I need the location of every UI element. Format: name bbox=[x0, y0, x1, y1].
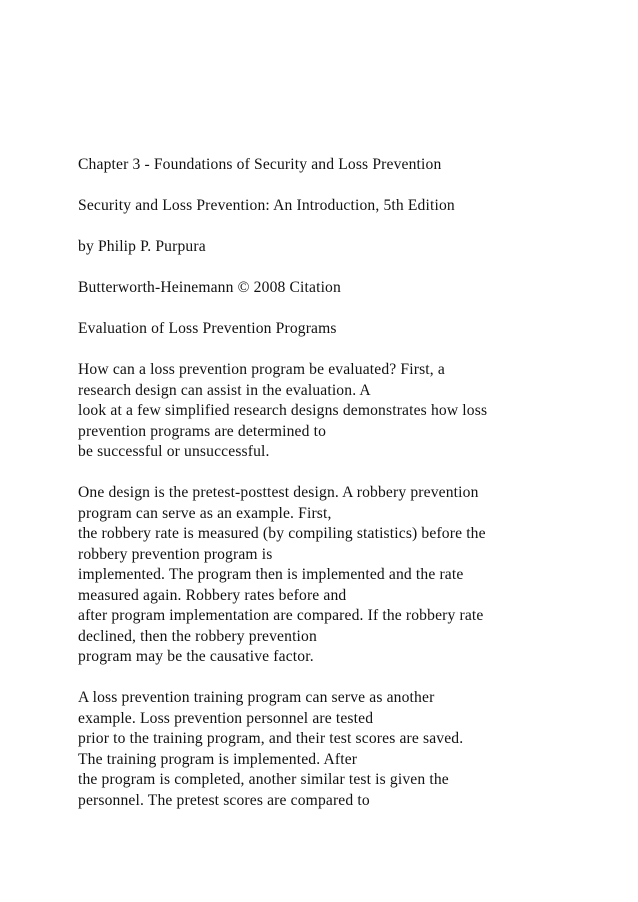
book-title: Security and Loss Prevention: An Introduction, 5th Edition bbox=[78, 197, 455, 214]
publisher-line: Butterworth-Heinemann © 2008 Citation bbox=[78, 279, 341, 296]
chapter-title: Chapter 3 - Foundations of Security and Loss Prevention bbox=[78, 156, 442, 173]
text-line: personnel. The pretest scores are compared to bbox=[78, 791, 370, 809]
text-line: the robbery rate is measured (by compiling statistics) before the bbox=[78, 525, 486, 542]
text-line: example. Loss prevention personnel are tested bbox=[78, 709, 374, 727]
text-line: look at a few simplified research designs demonstrates how loss bbox=[78, 402, 488, 419]
paragraph-2 bbox=[78, 483, 618, 668]
text-line: One design is the pretest-posttest design. A robbery prevention bbox=[78, 484, 479, 501]
author-line: by Philip P. Purpura bbox=[78, 238, 206, 255]
text-line: the program is completed, another similar test is given the bbox=[78, 771, 449, 788]
text-line: robbery prevention program is bbox=[78, 545, 273, 563]
paragraph-1 bbox=[78, 360, 618, 463]
text-line: measured again. Robbery rates before and bbox=[78, 586, 347, 604]
text-line: prior to the training program, and their test scores are saved. bbox=[78, 730, 464, 747]
text-line: The training program is implemented. After bbox=[78, 750, 358, 768]
text-line: program can serve as an example. First, bbox=[78, 504, 332, 522]
text-line: declined, then the robbery prevention bbox=[78, 627, 317, 645]
text-line: research design can assist in the evaluation. A bbox=[78, 381, 371, 399]
paragraph-3 bbox=[78, 688, 618, 811]
text-line: be successful or unsuccessful. bbox=[78, 443, 270, 460]
text-line: program may be the causative factor. bbox=[78, 648, 314, 665]
text-line: How can a loss prevention program be evaluated? First, a bbox=[78, 361, 445, 378]
text-line: implemented. The program then is implemented and the rate bbox=[78, 566, 464, 583]
document-body bbox=[78, 155, 618, 832]
section-heading: Evaluation of Loss Prevention Programs bbox=[78, 320, 337, 337]
text-line: after program implementation are compared. If the robbery rate bbox=[78, 607, 484, 624]
text-line: prevention programs are determined to bbox=[78, 422, 327, 440]
text-line: A loss prevention training program can serve as another bbox=[78, 689, 435, 706]
